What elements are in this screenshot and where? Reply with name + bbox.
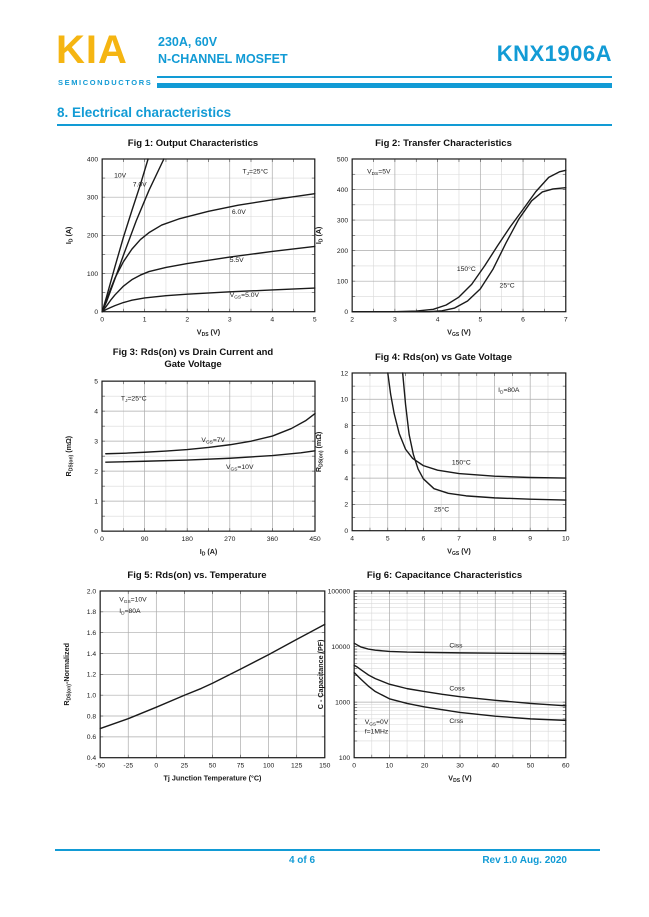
svg-text:2: 2 (350, 317, 355, 325)
svg-text:4: 4 (270, 317, 275, 325)
svg-text:9: 9 (528, 536, 533, 544)
svg-text:25: 25 (180, 763, 189, 771)
svg-text:f=1MHz: f=1MHz (364, 728, 389, 736)
svg-text:25°C: 25°C (499, 282, 515, 290)
svg-text:60: 60 (562, 763, 570, 771)
device-rating: 230A, 60V (158, 35, 218, 49)
fig4-rdson-vs-gate-voltage-chart (312, 352, 575, 561)
svg-text:100: 100 (262, 763, 275, 771)
fig5-title: Fig 5: Rds(on) vs. Temperature (127, 570, 267, 581)
svg-text:C - Capacitance (PF): C - Capacitance (PF) (317, 639, 326, 710)
fig3-rdson-vs-drain-current-chart (62, 347, 324, 561)
svg-text:VGS=5.0V: $V_{GS}=5.0V$ (229, 292, 259, 302)
fig3-title: Fig 3: Rds(on) vs Drain Current and Gate Voltage (112, 347, 274, 371)
svg-text:3: 3 (94, 438, 98, 446)
header-rule-thick (157, 83, 612, 88)
logo-subtext: SEMICONDUCTORS (58, 78, 153, 87)
svg-text:VDS (V): $V_{DS}$ (V) (448, 775, 472, 785)
fig4-plot (312, 366, 575, 561)
device-type: N-CHANNEL MOSFET (158, 52, 288, 66)
footer-rule (55, 849, 600, 851)
svg-text:50: 50 (208, 763, 217, 771)
svg-text:0.4: 0.4 (86, 755, 97, 763)
svg-text:500: 500 (336, 156, 349, 164)
svg-text:8: 8 (492, 536, 497, 544)
svg-text:1.6: 1.6 (86, 630, 97, 638)
svg-text:TJ=25°C: $T_J=25^\circ C$ (120, 395, 147, 404)
svg-text:VDS (V): $V_{DS}$ (V) (196, 329, 221, 339)
fig2-transfer-characteristics-chart (312, 138, 575, 342)
section-title: 8. Electrical characteristics (57, 105, 612, 126)
svg-text:200: 200 (86, 232, 99, 240)
svg-text:5.5V: 5.5V (229, 257, 244, 265)
svg-text:100: 100 (86, 271, 99, 279)
svg-text:7.0V: 7.0V (132, 181, 147, 189)
svg-text:300: 300 (86, 194, 99, 202)
svg-text:10000: 10000 (331, 644, 351, 652)
svg-text:180: 180 (181, 535, 193, 543)
svg-text:4: 4 (94, 408, 98, 416)
svg-text:ID=80A: $I_D=80A$ (498, 387, 520, 396)
svg-text:ID (A): $I_D$ (A) (315, 226, 325, 245)
svg-text:6.0V: 6.0V (231, 209, 246, 217)
svg-text:400: 400 (86, 156, 99, 164)
svg-text:0: 0 (154, 763, 159, 771)
svg-text:360: 360 (266, 535, 279, 543)
page-number: 4 of 6 (288, 855, 316, 866)
svg-text:VGS (V): $V_{GS}$ (V) (447, 548, 471, 558)
svg-text:Coss: Coss (449, 685, 465, 693)
svg-text:50: 50 (526, 763, 535, 771)
svg-text:2: 2 (94, 468, 98, 476)
svg-text:10: 10 (385, 763, 394, 771)
svg-text:0: 0 (352, 763, 357, 771)
svg-text:1: 1 (142, 317, 147, 325)
svg-text:2: 2 (344, 502, 349, 510)
svg-text:2.0: 2.0 (86, 588, 97, 596)
svg-text:150°C: 150°C (451, 459, 471, 467)
svg-text:0: 0 (94, 528, 98, 536)
svg-text:-50: -50 (95, 763, 106, 771)
svg-text:400: 400 (336, 187, 349, 195)
svg-text:VGS=10V: $V_{GS}=10V$ (119, 596, 147, 606)
svg-text:100000: 100000 (327, 588, 351, 596)
svg-text:6: 6 (421, 536, 426, 544)
svg-text:Ciss: Ciss (449, 642, 463, 650)
svg-text:-25: -25 (123, 763, 134, 771)
svg-text:RDS(on)-Normalized: $R_{DS(on)}$-Normalized (63, 643, 73, 707)
svg-text:5: 5 (94, 378, 98, 386)
svg-text:ID (A): $I_D$ (A) (65, 226, 75, 245)
fig4-title: Fig 4: Rds(on) vs Gate Voltage (374, 352, 513, 363)
svg-text:5: 5 (385, 536, 390, 544)
svg-text:VGS (V): $V_{GS}$ (V) (447, 329, 471, 339)
svg-text:1.4: 1.4 (86, 651, 97, 659)
svg-text:100: 100 (338, 755, 351, 763)
svg-text:5: 5 (478, 317, 483, 325)
svg-text:4: 4 (435, 317, 440, 325)
svg-text:1000: 1000 (335, 699, 351, 707)
svg-text:VGS=0V: $V_{GS}=0V$ (364, 719, 389, 729)
svg-text:0: 0 (344, 309, 349, 317)
part-number: KNX1906A (496, 41, 612, 66)
svg-text:125: 125 (291, 763, 303, 771)
svg-text:0.6: 0.6 (86, 734, 97, 742)
fig6-title: Fig 6: Capacitance Characteristics (366, 570, 523, 581)
svg-text:30: 30 (456, 763, 464, 771)
svg-text:200: 200 (336, 248, 349, 256)
svg-text:0: 0 (344, 528, 349, 536)
kia-logo: KIA (56, 28, 128, 72)
svg-text:450: 450 (309, 535, 321, 543)
svg-text:75: 75 (236, 763, 245, 771)
svg-text:5: 5 (312, 317, 317, 325)
svg-text:20: 20 (420, 763, 429, 771)
svg-text:3: 3 (227, 317, 232, 325)
svg-text:1: 1 (94, 498, 98, 506)
fig5-rdson-vs-temperature-chart (60, 570, 334, 788)
svg-text:TJ=25°C: $T_J=25^\circ C$ (242, 168, 269, 178)
svg-text:270: 270 (224, 535, 236, 543)
fig1-output-characteristics-chart (62, 138, 324, 342)
svg-text:0: 0 (100, 317, 105, 325)
fig6-plot (314, 584, 575, 788)
fig3-plot (62, 374, 324, 561)
svg-text:25°C: 25°C (434, 506, 450, 514)
header-rule-thin (157, 76, 612, 78)
fig2-plot (312, 152, 575, 342)
svg-text:0.8: 0.8 (86, 713, 97, 721)
svg-text:Crss: Crss (449, 718, 464, 726)
svg-text:7: 7 (563, 317, 568, 325)
svg-text:6: 6 (521, 317, 525, 325)
svg-text:VDS=5V: $V_{DS}=5V$ (367, 168, 391, 178)
fig1-plot (62, 152, 324, 342)
svg-text:300: 300 (336, 217, 349, 225)
svg-text:150: 150 (319, 763, 331, 771)
svg-text:1.2: 1.2 (86, 671, 97, 679)
fig1-title: Fig 1: Output Characteristics (127, 138, 259, 149)
svg-text:12: 12 (340, 370, 349, 378)
svg-text:ID=80A: $I_D=80A$ (119, 608, 141, 617)
revision-label: Rev 1.0 Aug. 2020 (482, 855, 567, 866)
svg-text:2: 2 (185, 317, 190, 325)
fig6-capacitance-characteristics-chart (314, 570, 575, 788)
svg-text:8: 8 (344, 423, 349, 431)
svg-text:10: 10 (340, 396, 349, 404)
svg-text:7: 7 (457, 536, 461, 544)
svg-text:VGS=10V: $V_{GS}=10V$ (226, 463, 254, 472)
svg-text:90: 90 (140, 535, 149, 543)
svg-text:4: 4 (344, 475, 349, 483)
svg-text:ID (A): $I_D$ (A) (199, 546, 218, 558)
svg-text:10V: 10V (114, 172, 127, 180)
svg-text:100: 100 (336, 278, 349, 286)
svg-text:1.0: 1.0 (86, 692, 97, 700)
svg-text:3: 3 (393, 317, 397, 325)
svg-text:Tj Junction Temperature (°C): Tj Junction Temperature (°C) (163, 775, 262, 784)
svg-text:6: 6 (344, 449, 349, 457)
svg-text:RDS(on) (mΩ): $R_{DS(on)}$ (mΩ) (64, 435, 75, 477)
device-summary (158, 34, 288, 68)
svg-text:RDS(on) (mΩ): $R_{DS(on)}$ (mΩ) (315, 431, 325, 473)
fig2-title: Fig 2: Transfer Characteristics (375, 138, 512, 149)
svg-text:40: 40 (491, 763, 500, 771)
svg-text:10: 10 (562, 536, 570, 544)
fig5-plot (60, 584, 334, 788)
svg-text:0: 0 (100, 535, 104, 543)
svg-text:4: 4 (350, 536, 355, 544)
svg-text:150°C: 150°C (456, 266, 476, 274)
svg-text:1.8: 1.8 (86, 609, 97, 617)
svg-text:VGS=7V: $V_{GS}=7V$ (201, 436, 226, 446)
svg-text:0: 0 (94, 309, 99, 317)
